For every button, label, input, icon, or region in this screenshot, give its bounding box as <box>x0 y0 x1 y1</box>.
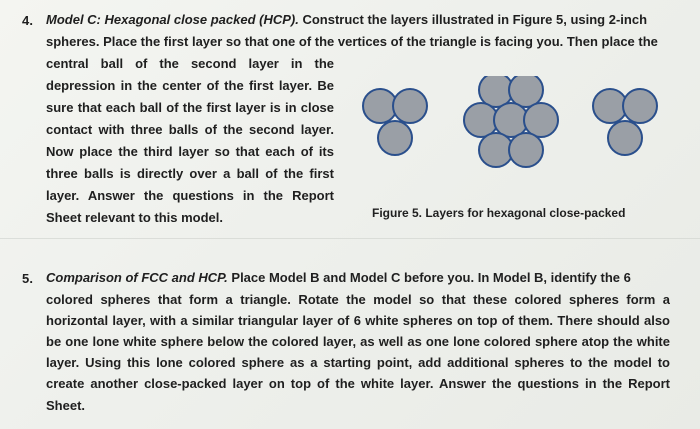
item-4-line-9: Sheet relevant to this model. <box>46 210 223 225</box>
item-5-title: Comparison of FCC and HCP. <box>46 270 228 285</box>
sphere <box>393 89 427 123</box>
item-5-number: 5. <box>22 271 34 286</box>
sphere <box>479 133 513 167</box>
item-4-number: 4. <box>22 13 34 28</box>
item-4-line-2: central ball of the second layer in the <box>46 56 334 71</box>
item-4-line-1: spheres. Place the first layer so that one of the vertices of the triangle is facing you. Then place the <box>46 34 658 49</box>
item-5-line-5: create another close-packed layer on top of the white layer. Answer the questions in the Report <box>46 376 670 391</box>
item-5-line-4: layer. Using this lone colored sphere as a starting point, add additional spheres to the model to <box>46 355 670 370</box>
figure-5-sphere-layers <box>360 76 670 186</box>
sphere <box>524 103 558 137</box>
item-4-line-6: Now place the third layer so that each of its <box>46 144 334 159</box>
item-4-line-5: contact with three balls of the second layer. <box>46 122 334 137</box>
sphere <box>378 121 412 155</box>
sphere <box>464 103 498 137</box>
item-4-line-0: Construct the layers illustrated in Figure 5, using 2-inch <box>298 12 648 27</box>
item-5-line-2: horizontal layer, with a similar triangular layer of 6 white spheres on top of them. There should also <box>46 313 670 328</box>
item-5-first-line <box>46 268 631 287</box>
sphere <box>363 89 397 123</box>
item-4-line-3: depression in the center of the first layer. Be <box>46 78 334 93</box>
sphere <box>608 121 642 155</box>
item-5-line-6: Sheet. <box>46 398 86 413</box>
item-4-line-4: sure that each ball of the first layer is in close <box>46 100 334 115</box>
layer-3-three-spheres <box>593 89 657 155</box>
sphere <box>494 103 528 137</box>
item-5-line-1: colored spheres that form a triangle. Rotate the model so that these colored spheres form a <box>46 292 670 307</box>
item-4-first-line <box>46 10 647 29</box>
sphere <box>623 89 657 123</box>
item-4-line-7: three balls is directly over a ball of the first <box>46 166 334 181</box>
sphere <box>593 89 627 123</box>
layer-2-seven-spheres <box>464 76 558 167</box>
sphere <box>509 133 543 167</box>
section-divider <box>0 238 700 239</box>
item-5-line-0: Place Model B and Model C before you. In Model B, identify the 6 <box>227 270 631 285</box>
item-4-line-8: layer. Answer the questions in the Report <box>46 188 334 203</box>
figure-5-caption: Figure 5. Layers for hexagonal close-packed <box>372 206 626 220</box>
item-5-line-3: be one lone white sphere below the colored layer, as well as one lone colored sphere atop the white <box>46 334 670 349</box>
item-4-title: Model C: Hexagonal close packed (HCP). <box>46 12 299 27</box>
layer-1-three-spheres <box>363 89 427 155</box>
